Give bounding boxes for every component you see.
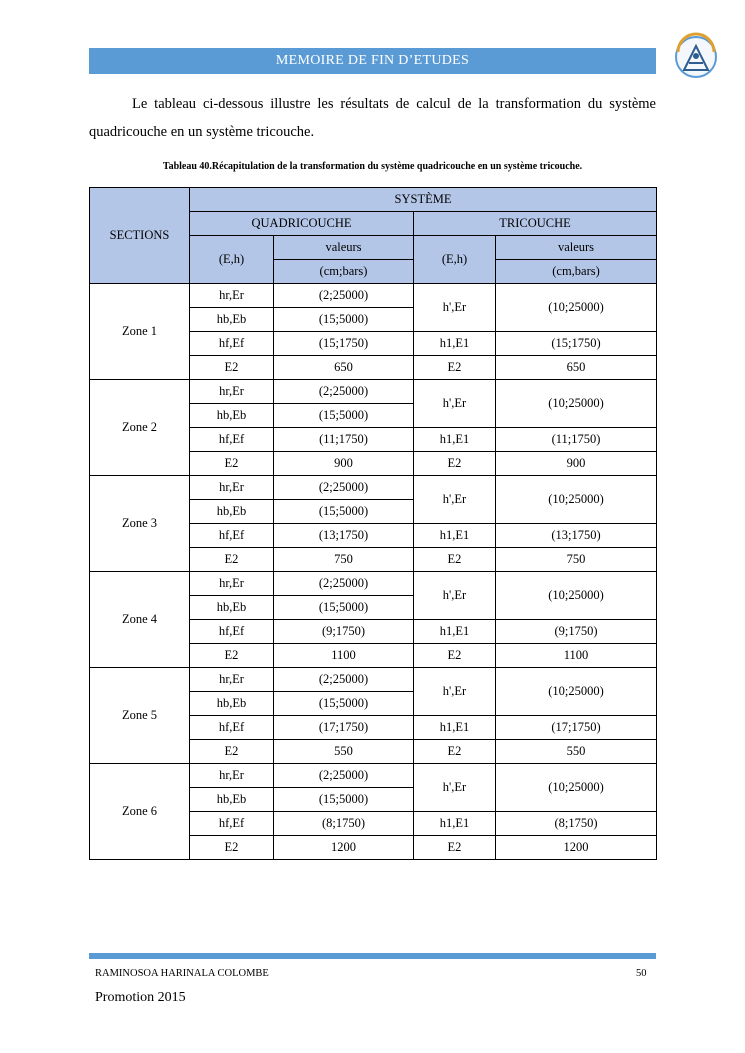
tri-value: 750 xyxy=(496,548,657,572)
tri-value: 1200 xyxy=(496,836,657,860)
quadri-param: hf,Ef xyxy=(190,332,274,356)
quadri-value: (15;5000) xyxy=(274,308,414,332)
header-unit-quadri: (cm;bars) xyxy=(274,260,414,284)
quadri-param: E2 xyxy=(190,548,274,572)
quadri-value: (15;5000) xyxy=(274,788,414,812)
quadri-value: (2;25000) xyxy=(274,476,414,500)
zone-label: Zone 2 xyxy=(90,380,190,476)
quadri-param: hf,Ef xyxy=(190,428,274,452)
table-row xyxy=(90,380,657,404)
quadri-value: (2;25000) xyxy=(274,572,414,596)
zone-label: Zone 3 xyxy=(90,476,190,572)
quadri-value: (13;1750) xyxy=(274,524,414,548)
quadri-param: hr,Er xyxy=(190,572,274,596)
tri-value: (17;1750) xyxy=(496,716,657,740)
tri-param: E2 xyxy=(414,452,496,476)
tri-param: h',Er xyxy=(414,572,496,620)
quadri-param: hf,Ef xyxy=(190,524,274,548)
tri-value: (10;25000) xyxy=(496,380,657,428)
tri-value: (8;1750) xyxy=(496,812,657,836)
header-unit-tri: (cm,bars) xyxy=(496,260,657,284)
zone-label: Zone 1 xyxy=(90,284,190,380)
table-row xyxy=(90,668,657,692)
header-quadricouche: QUADRICOUCHE xyxy=(190,212,414,236)
quadri-value: (15;5000) xyxy=(274,500,414,524)
quadri-value: 750 xyxy=(274,548,414,572)
tri-value: (10;25000) xyxy=(496,572,657,620)
page-number: 50 xyxy=(636,968,647,979)
table-row xyxy=(90,764,657,788)
quadri-param: hb,Eb xyxy=(190,596,274,620)
tri-param: h1,E1 xyxy=(414,716,496,740)
quadri-param: hb,Eb xyxy=(190,500,274,524)
header-valeurs-tri: valeurs xyxy=(496,236,657,260)
quadri-param: hb,Eb xyxy=(190,788,274,812)
tri-value: (10;25000) xyxy=(496,476,657,524)
quadri-value: (15;5000) xyxy=(274,596,414,620)
tri-value: 1100 xyxy=(496,644,657,668)
page-header: MEMOIRE DE FIN D’ETUDES xyxy=(89,48,656,74)
quadri-param: hb,Eb xyxy=(190,692,274,716)
tri-param: h',Er xyxy=(414,668,496,716)
quadri-param: E2 xyxy=(190,452,274,476)
quadri-param: hb,Eb xyxy=(190,404,274,428)
quadri-value: (11;1750) xyxy=(274,428,414,452)
quadri-value: (8;1750) xyxy=(274,812,414,836)
header-eh-quadri: (E,h) xyxy=(190,236,274,284)
intro-paragraph: Le tableau ci-dessous illustre les résultats de calcul de la transformation du système quadricouche en un système tricouche. xyxy=(89,96,656,140)
tri-value: (11;1750) xyxy=(496,428,657,452)
quadri-param: hr,Er xyxy=(190,284,274,308)
quadri-value: (15;5000) xyxy=(274,404,414,428)
quadri-value: (2;25000) xyxy=(274,764,414,788)
quadri-param: E2 xyxy=(190,356,274,380)
quadri-value: (2;25000) xyxy=(274,284,414,308)
table-row xyxy=(90,572,657,596)
quadri-value: (2;25000) xyxy=(274,668,414,692)
footer-promotion: Promotion 2015 xyxy=(95,990,186,1005)
table-caption: Tableau 40.Récapitulation de la transformation du système quadricouche en un système tricouche. xyxy=(162,161,583,172)
quadri-value: (15;5000) xyxy=(274,692,414,716)
quadri-param: E2 xyxy=(190,740,274,764)
tri-param: E2 xyxy=(414,356,496,380)
header-valeurs-quadri: valeurs xyxy=(274,236,414,260)
tri-param: h1,E1 xyxy=(414,812,496,836)
quadri-param: hr,Er xyxy=(190,764,274,788)
quadri-param: E2 xyxy=(190,836,274,860)
tri-param: h',Er xyxy=(414,764,496,812)
quadri-param: hr,Er xyxy=(190,668,274,692)
tri-param: h',Er xyxy=(414,284,496,332)
quadri-value: (15;1750) xyxy=(274,332,414,356)
quadri-param: hr,Er xyxy=(190,380,274,404)
tri-param: E2 xyxy=(414,836,496,860)
tri-value: (13;1750) xyxy=(496,524,657,548)
tri-param: h1,E1 xyxy=(414,332,496,356)
tri-value: 900 xyxy=(496,452,657,476)
footer-author: RAMINOSOA HARINALA COLOMBE xyxy=(95,968,269,979)
tri-value: (10;25000) xyxy=(496,284,657,332)
tri-param: h',Er xyxy=(414,380,496,428)
header-systeme: SYSTÈME xyxy=(190,188,657,212)
school-logo-icon xyxy=(670,32,722,82)
quadri-param: hf,Ef xyxy=(190,620,274,644)
quadri-param: hr,Er xyxy=(190,476,274,500)
table-row xyxy=(90,284,657,308)
tri-value: (10;25000) xyxy=(496,668,657,716)
tri-value: 550 xyxy=(496,740,657,764)
zone-label: Zone 4 xyxy=(90,572,190,668)
tri-param: h1,E1 xyxy=(414,620,496,644)
zone-label: Zone 6 xyxy=(90,764,190,860)
quadri-value: (17;1750) xyxy=(274,716,414,740)
quadri-param: E2 xyxy=(190,644,274,668)
tri-param: E2 xyxy=(414,644,496,668)
quadri-param: hf,Ef xyxy=(190,716,274,740)
tri-param: h1,E1 xyxy=(414,524,496,548)
header-eh-tri: (E,h) xyxy=(414,236,496,284)
tri-value: (9;1750) xyxy=(496,620,657,644)
zone-label: Zone 5 xyxy=(90,668,190,764)
results-table xyxy=(89,187,657,860)
quadri-param: hf,Ef xyxy=(190,812,274,836)
tri-value: 650 xyxy=(496,356,657,380)
footer-bar xyxy=(89,953,656,959)
quadri-value: 1200 xyxy=(274,836,414,860)
quadri-value: 1100 xyxy=(274,644,414,668)
quadri-value: 550 xyxy=(274,740,414,764)
quadri-param: hb,Eb xyxy=(190,308,274,332)
tri-param: h',Er xyxy=(414,476,496,524)
quadri-value: 650 xyxy=(274,356,414,380)
tri-param: E2 xyxy=(414,740,496,764)
table-row xyxy=(90,476,657,500)
quadri-value: (9;1750) xyxy=(274,620,414,644)
tri-param: E2 xyxy=(414,548,496,572)
tri-value: (15;1750) xyxy=(496,332,657,356)
header-sections: SECTIONS xyxy=(90,188,190,284)
tri-value: (10;25000) xyxy=(496,764,657,812)
tri-param: h1,E1 xyxy=(414,428,496,452)
quadri-value: 900 xyxy=(274,452,414,476)
header-tricouche: TRICOUCHE xyxy=(414,212,657,236)
quadri-value: (2;25000) xyxy=(274,380,414,404)
